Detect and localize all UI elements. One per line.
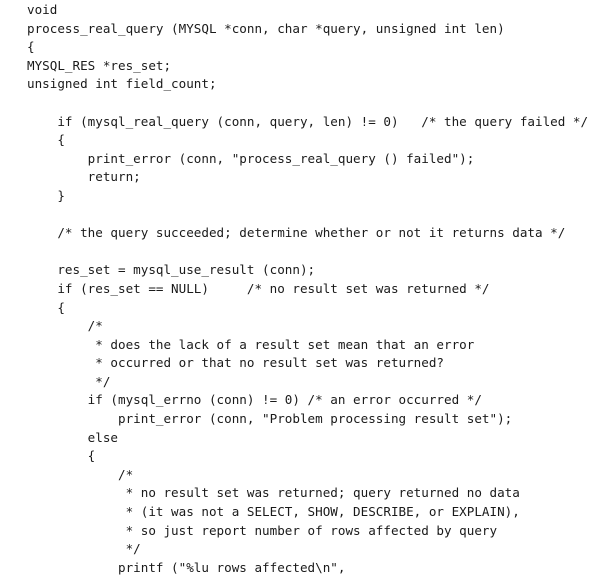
code-line: else	[27, 429, 118, 445]
code-line	[27, 243, 588, 262]
code-line: * does the lack of a result set mean that an error	[27, 336, 475, 352]
code-line: printf ("%lu rows affected\n",	[27, 559, 346, 575]
code-line: }	[27, 187, 65, 203]
code-line: */	[27, 373, 111, 389]
code-line: if (res_set == NULL) /* no result set was returned */	[27, 280, 490, 296]
code-line: if (mysql_real_query (conn, query, len) != 0) /* the query failed */	[27, 113, 589, 129]
code-line: if (mysql_errno (conn) != 0) /* an error occurred */	[27, 392, 482, 408]
code-line: /*	[27, 318, 103, 334]
code-line: * no result set was returned; query returned no data	[27, 485, 520, 501]
code-line: * occurred or that no result set was returned?	[27, 355, 445, 371]
code-line: print_error (conn, "process_real_query () failed");	[27, 150, 475, 166]
code-line: {	[27, 39, 35, 55]
code-line: unsigned int field_count;	[27, 76, 217, 92]
code-listing	[27, 1, 588, 577]
code-line: process_real_query (MYSQL *conn, char *query, unsigned int len)	[27, 20, 505, 36]
code-line: return;	[27, 169, 141, 185]
code-line: res_set = mysql_use_result (conn);	[27, 262, 316, 278]
code-line: {	[27, 132, 65, 148]
code-line: * (it was not a SELECT, SHOW, DESCRIBE, or EXPLAIN),	[27, 504, 520, 520]
code-line	[27, 206, 588, 225]
code-line	[27, 94, 588, 113]
code-line: {	[27, 299, 65, 315]
code-line: {	[27, 448, 96, 464]
code-line: /* the query succeeded; determine whether or not it returns data */	[27, 225, 566, 241]
code-line: MYSQL_RES *res_set;	[27, 57, 172, 73]
code-line: print_error (conn, "Problem processing result set");	[27, 411, 513, 427]
code-line: * so just report number of rows affected by query	[27, 522, 498, 538]
code-line: */	[27, 541, 141, 557]
code-line: /*	[27, 466, 134, 482]
code-line: void	[27, 2, 58, 17]
